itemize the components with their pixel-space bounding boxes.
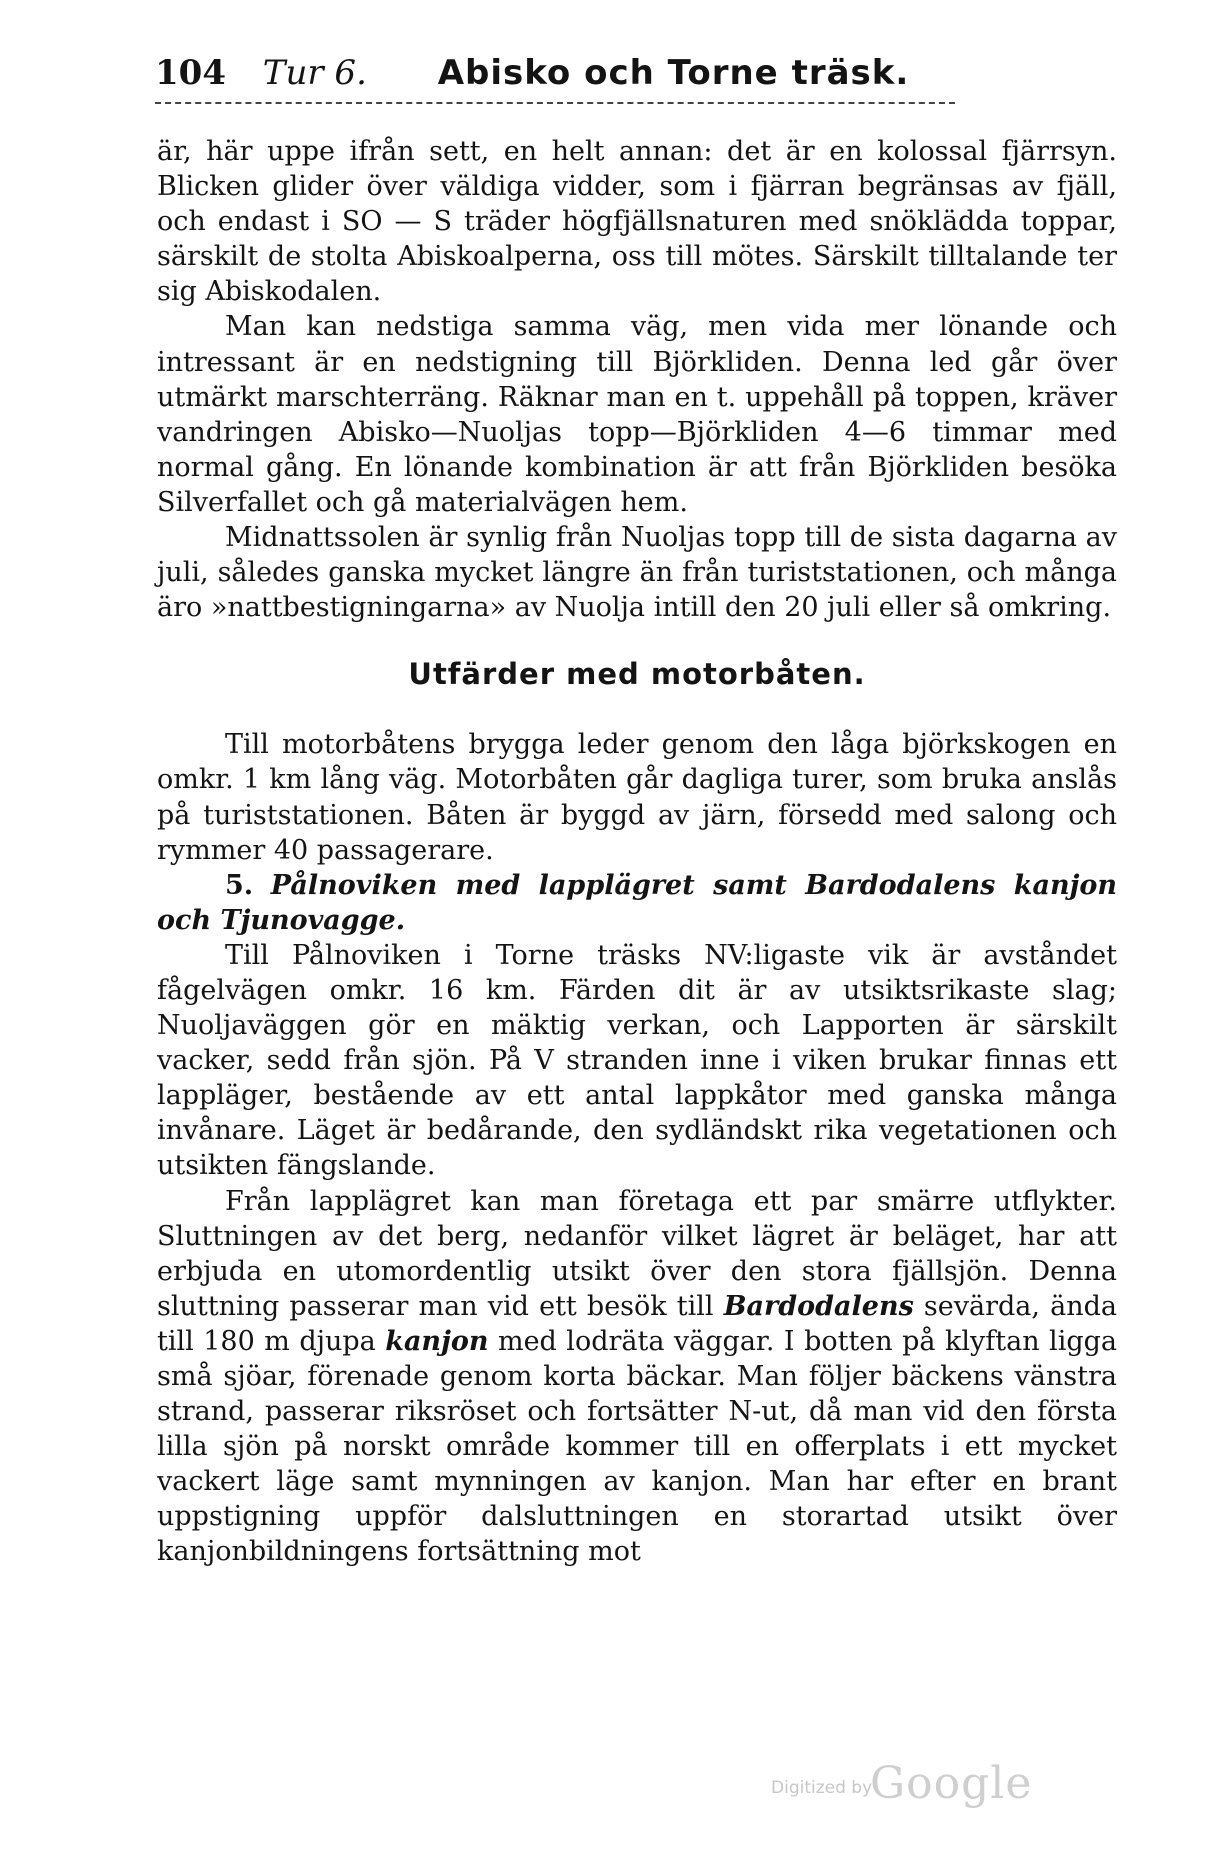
header-rule: [155, 102, 955, 104]
google-watermark: Google: [870, 1758, 1033, 1809]
body-text: [157, 134, 1117, 1570]
tour-number: 5.: [225, 869, 254, 901]
running-header: [155, 48, 955, 98]
tour-heading: [157, 868, 1117, 938]
paragraph: Till motorbåtens brygga leder genom den låga björkskogen en omkr. 1 km lång väg. Motorbåten går dagliga turer, som bruka anslås på turiststationen. Båten är byggd av järn, försedd med salong och rymmer 40 passagerare.: [157, 729, 1117, 866]
digitized-by-label: Digitized by: [771, 1778, 873, 1798]
paragraph: Till Pålnoviken i Torne träsks NV:ligaste vik är avståndet fågelvägen omkr. 16 km. Färden dit är av utsiktsrikaste slag; Nuoljaväggen gör en mäktig verkan, och Lapporten är särskilt vacker, sedd från sjön. På V stranden inne i viken brukar finnas ett lappläger, bestående av ett antal lappkåtor med ganska många invånare. Läget är bedårande, den sydländskt rika vegetationen och utsikten fängslande.: [157, 939, 1117, 1182]
chapter-title: Abisko och Torne träsk.: [437, 53, 910, 93]
paragraph: [157, 1184, 1117, 1570]
place-name: Bardodalens: [723, 1290, 914, 1322]
section-heading: Utfärder med motorbåten.: [408, 657, 866, 692]
kanjon-term: kanjon: [385, 1325, 489, 1357]
page-number: 104: [155, 53, 226, 93]
text-run: Från lapplägret kan man företaga ett par smärre utflykter. Sluttningen av det berg, nedanför vilket lägret är beläget, har att erbjuda en utomordentlig utsikt över den stora fjällsjön. Denna sluttning passerar man vid ett besök till: [157, 1185, 1117, 1322]
text-run: sevärda, ända till 180 m djupa: [157, 1290, 1117, 1357]
paragraph: Midnattssolen är synlig från Nuoljas topp till de sista dagarna av juli, således ganska mycket längre än från turiststationen, och många äro »nattbestigningarna» av Nuolja intill den 20 juli eller så omkring.: [157, 522, 1117, 624]
tour-label: Tur 6.: [262, 53, 367, 93]
text-run: med lodräta väggar. I botten på klyftan ligga små sjöar, förenade genom korta bäckar. Man följer bäckens vänstra strand, passerar riksröset och fortsätter N-ut, då man vid den första lilla sjön på norskt område kommer till en offerplats i ett mycket vackert läge samt mynningen av kanjon. Man har efter en brant uppstigning uppför dalsluttningen en storartad utsikt över kanjonbildningens fortsättning mot: [157, 1325, 1117, 1568]
paragraph: är, här uppe ifrån sett, en helt annan: det är en kolossal fjärrsyn. Blicken glider över väldiga vidder, som i fjärran begränsas av fjäll, och endast i SO — S träder högfjällsnaturen med snöklädda toppar, särskilt de stolta Abiskoalperna, oss till mötes. Särskilt tilltalande ter sig Abiskodalen.: [157, 136, 1117, 308]
paragraph: Man kan nedstiga samma väg, men vida mer lönande och intressant är en nedstigning till Björkliden. Denna led går över utmärkt marschterräng. Räknar man en t. uppehåll på toppen, kräver vandringen Abisko—Nuoljas topp—Björkliden 4—6 timmar med normal gång. En lönande kombination är att från Björkliden besöka Silverfallet och gå materialvägen hem.: [157, 311, 1117, 518]
tour-title: Pålnoviken med lapplägret samt Bardodalens kanjon och Tjunovagge.: [157, 869, 1117, 936]
